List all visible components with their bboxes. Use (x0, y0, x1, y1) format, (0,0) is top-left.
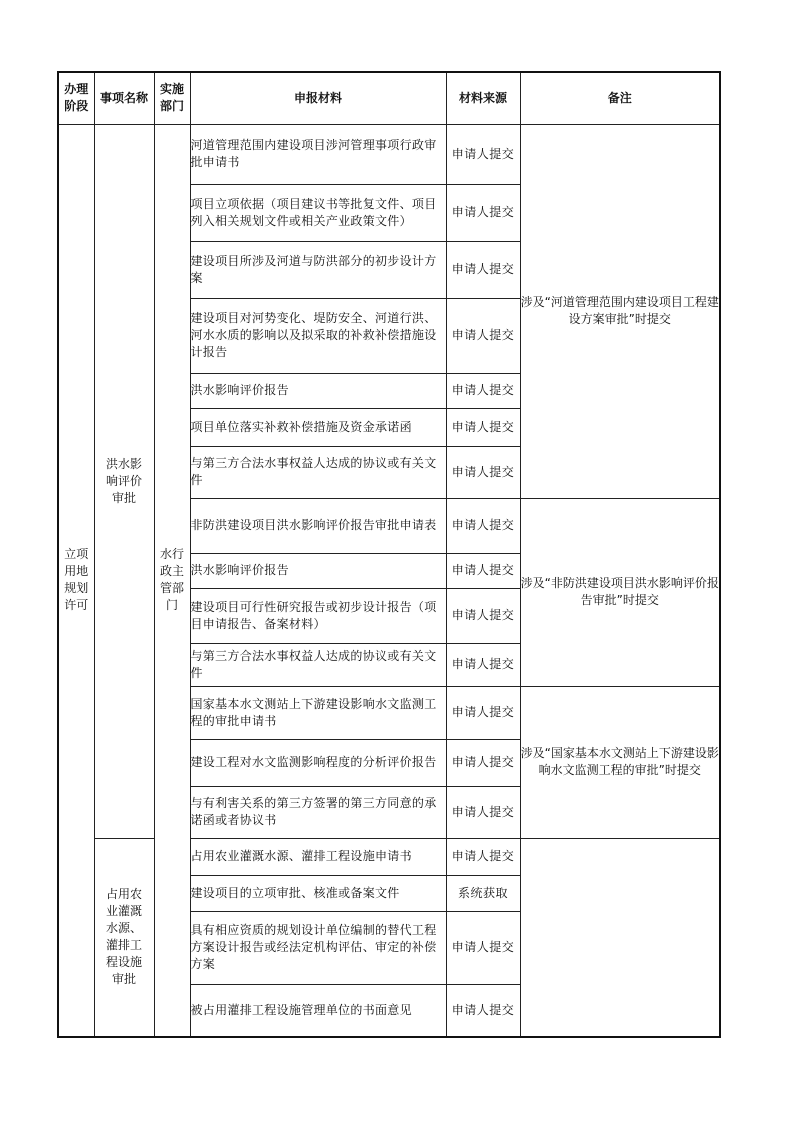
note-cell-river: 涉及“河道管理范围内建设项目工程建设方案审批”时提交 (520, 124, 720, 498)
dept-cell: 水行政主管部门 (154, 124, 190, 1037)
header-stage: 办理阶段 (58, 72, 94, 124)
source-cell: 申请人提交 (446, 241, 520, 298)
material-cell: 洪水影响评价报告 (190, 373, 446, 408)
source-cell: 申请人提交 (446, 588, 520, 643)
source-cell: 申请人提交 (446, 786, 520, 838)
header-material: 申报材料 (190, 72, 446, 124)
table-row (58, 124, 720, 184)
material-cell: 洪水影响评价报告 (190, 553, 446, 588)
material-cell: 国家基本水文测站上下游建设影响水文监测工程的审批申请书 (190, 686, 446, 739)
item-cell-irrigation: 占用农业灌溉水源、灌排工程设施审批 (94, 838, 154, 1037)
table-header-row (58, 72, 720, 124)
source-cell: 申请人提交 (446, 911, 520, 984)
header-note: 备注 (520, 72, 720, 124)
source-cell: 申请人提交 (446, 553, 520, 588)
material-cell: 非防洪建设项目洪水影响评价报告审批申请表 (190, 498, 446, 553)
header-dept: 实施部门 (154, 72, 190, 124)
source-cell: 申请人提交 (446, 446, 520, 498)
material-cell: 与有利害关系的第三方签署的第三方同意的承诺函或者协议书 (190, 786, 446, 838)
source-cell: 申请人提交 (446, 686, 520, 739)
material-cell: 建设项目的立项审批、核准或备案文件 (190, 875, 446, 911)
source-cell: 申请人提交 (446, 184, 520, 241)
note-cell-flood: 涉及“非防洪建设项目洪水影响评价报告审批”时提交 (520, 498, 720, 686)
source-cell: 申请人提交 (446, 124, 520, 184)
header-item: 事项名称 (94, 72, 154, 124)
note-cell-empty (520, 838, 720, 1037)
item-cell-flood: 洪水影响评价审批 (94, 124, 154, 838)
header-source: 材料来源 (446, 72, 520, 124)
source-cell: 申请人提交 (446, 408, 520, 446)
source-cell: 申请人提交 (446, 373, 520, 408)
material-cell: 与第三方合法水事权益人达成的协议或有关文件 (190, 446, 446, 498)
source-cell: 申请人提交 (446, 298, 520, 373)
material-cell: 占用农业灌溉水源、灌排工程设施申请书 (190, 838, 446, 875)
note-cell-hydro: 涉及“国家基本水文测站上下游建设影响水文监测工程的审批”时提交 (520, 686, 720, 838)
material-cell: 项目单位落实补救补偿措施及资金承诺函 (190, 408, 446, 446)
material-cell: 被占用灌排工程设施管理单位的书面意见 (190, 984, 446, 1037)
source-cell: 申请人提交 (446, 498, 520, 553)
source-cell: 系统获取 (446, 875, 520, 911)
material-cell: 与第三方合法水事权益人达成的协议或有关文件 (190, 643, 446, 686)
material-cell: 河道管理范围内建设项目涉河管理事项行政审批申请书 (190, 124, 446, 184)
source-cell: 申请人提交 (446, 838, 520, 875)
source-cell: 申请人提交 (446, 643, 520, 686)
material-cell: 建设项目所涉及河道与防洪部分的初步设计方案 (190, 241, 446, 298)
stage-cell: 立项用地规划许可 (58, 124, 94, 1037)
materials-table (57, 71, 721, 1038)
material-cell: 项目立项依据（项目建议书等批复文件、项目列入相关规划文件或相关产业政策文件） (190, 184, 446, 241)
material-cell: 建设工程对水文监测影响程度的分析评价报告 (190, 739, 446, 786)
source-cell: 申请人提交 (446, 984, 520, 1037)
material-cell: 具有相应资质的规划设计单位编制的替代工程方案设计报告或经法定机构评估、审定的补偿方案 (190, 911, 446, 984)
source-cell: 申请人提交 (446, 739, 520, 786)
material-cell: 建设项目对河势变化、堤防安全、河道行洪、河水水质的影响以及拟采取的补救补偿措施设计报告 (190, 298, 446, 373)
material-cell: 建设项目可行性研究报告或初步设计报告（项目申请报告、备案材料） (190, 588, 446, 643)
